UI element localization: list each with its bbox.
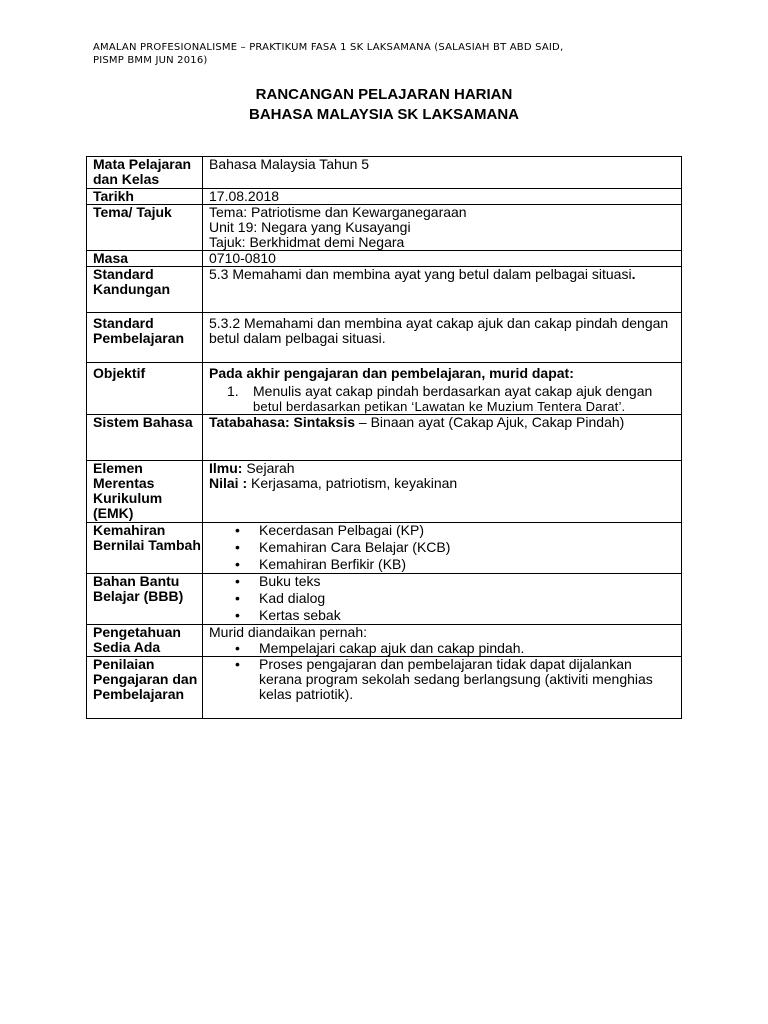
bbb-list xyxy=(209,574,681,624)
pengetahuan-item: Mempelajari cakap ajuk dan cakap pindah. xyxy=(259,640,525,656)
pengetahuan-intro: Murid diandaikan pernah: xyxy=(209,624,367,640)
objektif-item-line2: betul berdasarkan petikan ‘Lawatan ke Muzium Tentera Darat’. xyxy=(253,399,626,414)
bbb-item-kertas: Kertas sebak xyxy=(259,607,341,623)
value-standard-kandungan xyxy=(203,267,682,313)
row-tarikh xyxy=(87,189,682,205)
value-objektif xyxy=(203,363,682,415)
value-masa: 0710-0810 xyxy=(203,251,682,267)
header-note-line2: PISMP BMM JUN 2016) xyxy=(93,55,208,66)
label-penilaian: Penilaian Pengajaran dan Pembelajaran xyxy=(87,657,203,719)
label-objektif: Objektif xyxy=(87,363,203,415)
tema-line: Tema: Patriotisme dan Kewarganegaraan xyxy=(209,204,467,220)
list-item xyxy=(235,640,681,656)
label-pengetahuan-sedia-ada: Pengetahuan Sedia Ada xyxy=(87,625,203,657)
bullet-icon: • xyxy=(235,556,240,572)
bullet-icon: • xyxy=(235,539,240,555)
value-tema xyxy=(203,205,682,251)
row-sistem-bahasa xyxy=(87,415,682,461)
label-tarikh: Tarikh xyxy=(87,189,203,205)
label-mata-pelajaran: Mata Pelajaran dan Kelas xyxy=(87,157,203,189)
row-standard-pembelajaran xyxy=(87,313,682,363)
bullet-icon: • xyxy=(235,656,240,672)
objektif-intro: Pada akhir pengajaran dan pembelajaran, murid dapat: xyxy=(209,365,574,381)
bullet-icon: • xyxy=(235,522,240,538)
kbt-item-kp: Kecerdasan Pelbagai (KP) xyxy=(259,522,424,538)
pengetahuan-list xyxy=(209,641,681,656)
document-subtitle: BAHASA MALAYSIA SK LAKSAMANA xyxy=(248,106,519,123)
tajuk-line: Tajuk: Berkhidmat demi Negara xyxy=(209,234,405,250)
row-tema xyxy=(87,205,682,251)
bullet-icon: • xyxy=(235,590,240,606)
row-masa xyxy=(87,251,682,267)
bullet-icon: • xyxy=(235,607,240,623)
emk-nilai xyxy=(209,476,681,491)
list-item xyxy=(235,590,681,608)
header-note xyxy=(93,41,653,67)
objektif-item xyxy=(209,384,681,414)
value-pengetahuan-sedia-ada xyxy=(203,625,682,657)
label-standard-pembelajaran: Standard Pembelajaran xyxy=(87,313,203,363)
penilaian-item: Proses pengajaran dan pembelajaran tidak dapat dijalankan kerana program sekolah sedang berlangsung (aktiviti menghias kelas patriotik). xyxy=(259,656,653,702)
lesson-plan-table xyxy=(86,156,682,719)
row-kemahiran-bernilai-tambah xyxy=(87,523,682,574)
emk-ilmu-label: Ilmu: xyxy=(209,460,243,476)
sistem-bahasa-rest: – Binaan ayat (Cakap Ajuk, Cakap Pindah) xyxy=(355,414,625,430)
kbt-item-kb: Kemahiran Berfikir (KB) xyxy=(259,556,407,572)
label-masa: Masa xyxy=(87,251,203,267)
list-item xyxy=(235,656,657,702)
objektif-item-line1: Menulis ayat cakap pindah berdasarkan ayat cakap ajuk dengan xyxy=(253,383,653,399)
row-penilaian xyxy=(87,657,682,719)
label-bahan-bantu-belajar: Bahan Bantu Belajar (BBB) xyxy=(87,574,203,625)
kbt-list xyxy=(209,523,681,573)
value-bahan-bantu-belajar xyxy=(203,574,682,625)
row-standard-kandungan xyxy=(87,267,682,313)
list-item xyxy=(235,556,681,573)
value-standard-pembelajaran: 5.3.2 Memahami dan membina ayat cakap ajuk dan cakap pindah dengan betul dalam pelbagai situasi. xyxy=(203,313,682,363)
bbb-item-kad: Kad dialog xyxy=(259,590,326,606)
row-pengetahuan-sedia-ada xyxy=(87,625,682,657)
standard-kandungan-text: 5.3 Memahami dan membina ayat yang betul dalam pelbagai situasi xyxy=(209,266,632,282)
label-emk: Elemen Merentas Kurikulum (EMK) xyxy=(87,461,203,523)
list-item xyxy=(235,573,681,591)
value-emk xyxy=(203,461,682,523)
emk-nilai-label: Nilai : xyxy=(209,475,248,491)
list-item xyxy=(235,607,681,624)
sistem-bahasa-bold: Tatabahasa: Sintaksis xyxy=(209,414,356,430)
row-bahan-bantu-belajar xyxy=(87,574,682,625)
emk-nilai-value: Kerjasama, patriotism, keyakinan xyxy=(247,475,458,491)
label-standard-kandungan: Standard Kandungan xyxy=(87,267,203,313)
label-kemahiran-bernilai-tambah: Kemahiran Bernilai Tambah xyxy=(87,523,203,574)
bbb-item-buku: Buku teks xyxy=(259,573,321,589)
value-tarikh: 17.08.2018 xyxy=(203,189,682,205)
value-mata-pelajaran: Bahasa Malaysia Tahun 5 xyxy=(203,157,682,189)
standard-kandungan-period: . xyxy=(631,266,636,282)
objektif-item-number: 1. xyxy=(227,383,239,399)
kbt-item-kcb: Kemahiran Cara Belajar (KCB) xyxy=(259,539,451,555)
label-sistem-bahasa: Sistem Bahasa xyxy=(87,415,203,461)
document-title: RANCANGAN PELAJARAN HARIAN xyxy=(255,86,513,103)
bullet-icon: • xyxy=(235,640,240,656)
bullet-icon: • xyxy=(235,573,240,589)
penilaian-list xyxy=(209,657,681,702)
row-emk xyxy=(87,461,682,523)
emk-ilmu xyxy=(209,461,681,476)
list-item xyxy=(235,522,681,540)
list-item xyxy=(235,539,681,557)
row-mata-pelajaran xyxy=(87,157,682,189)
header-note-line1: AMALAN PROFESIONALISME – PRAKTIKUM FASA 1 SK LAKSAMANA (SALASIAH BT ABD SAID, xyxy=(93,42,564,53)
value-kemahiran-bernilai-tambah xyxy=(203,523,682,574)
unit-line: Unit 19: Negara yang Kusayangi xyxy=(209,219,411,235)
value-sistem-bahasa xyxy=(203,415,682,461)
row-objektif xyxy=(87,363,682,415)
value-penilaian xyxy=(203,657,682,719)
label-tema: Tema/ Tajuk xyxy=(87,205,203,251)
emk-ilmu-value: Sejarah xyxy=(242,460,295,476)
